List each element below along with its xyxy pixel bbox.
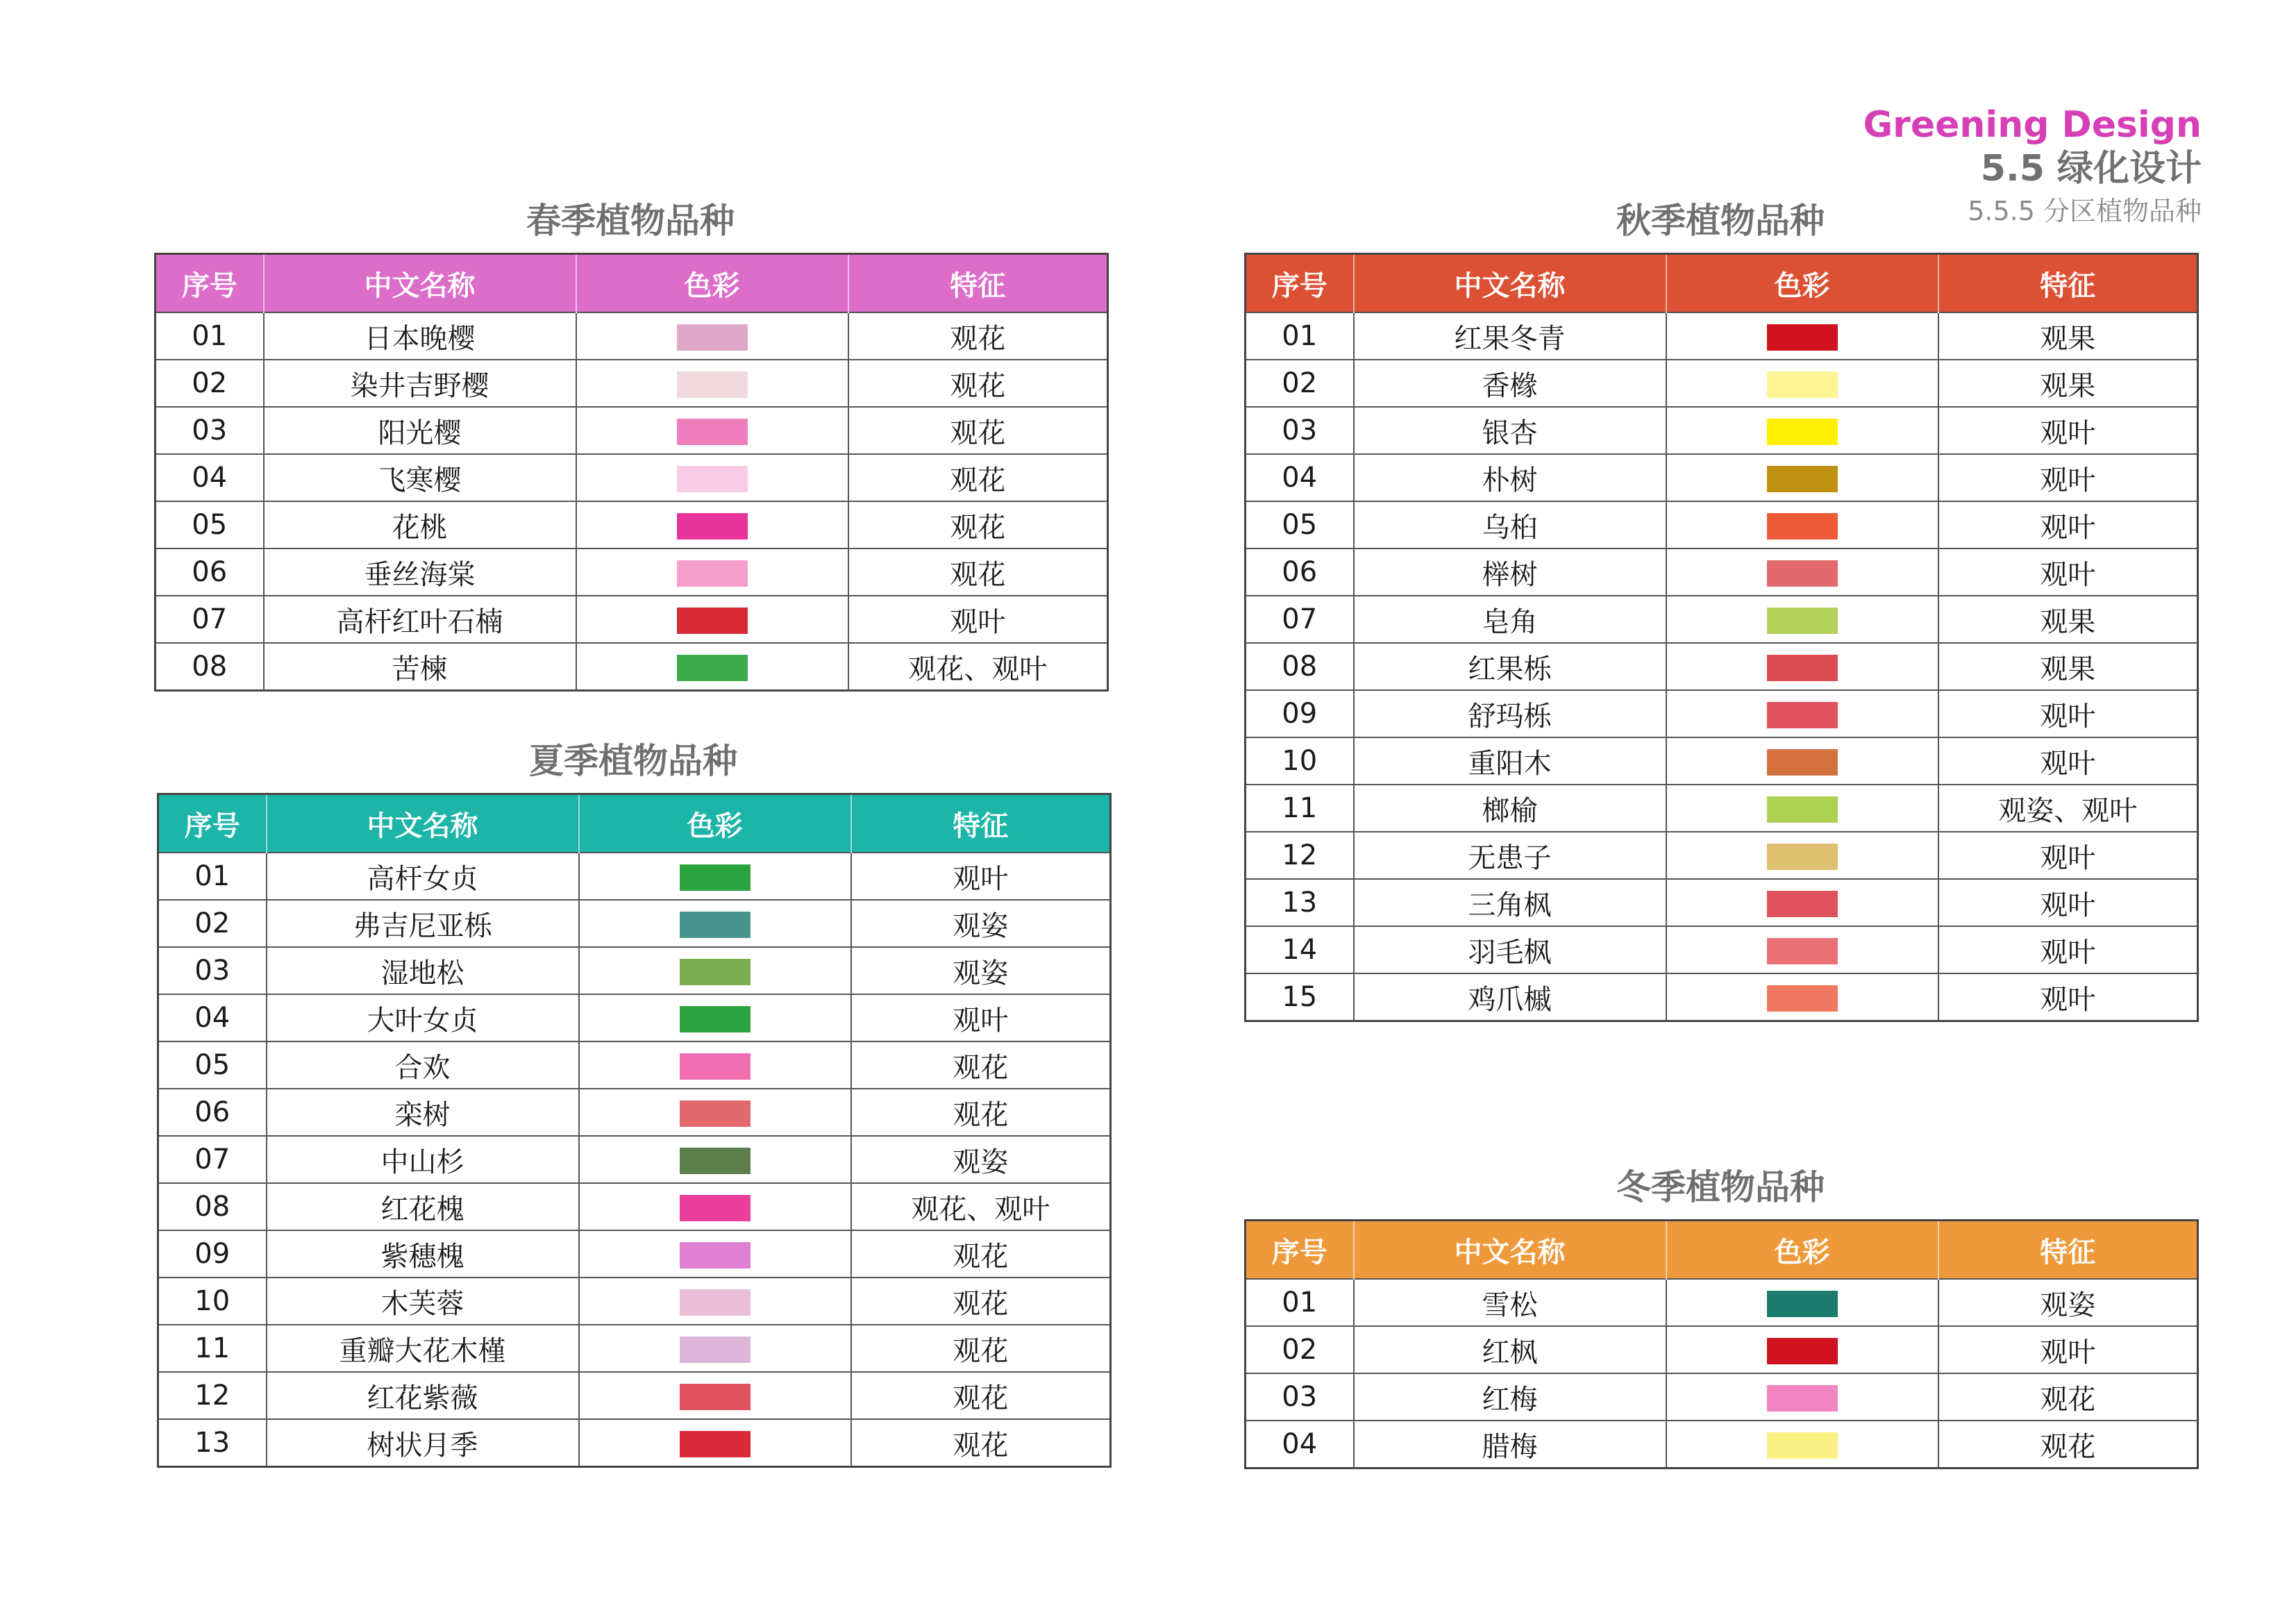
plant-name: 大叶女贞 [267, 994, 579, 1041]
plant-name: 湿地松 [267, 947, 579, 994]
plant-feature: 观叶 [1938, 879, 2198, 926]
plant-feature: 观叶 [1938, 926, 2198, 973]
color-swatch [680, 959, 751, 985]
color-cell [579, 1183, 851, 1230]
table-row [156, 454, 1108, 501]
table-row [158, 853, 1111, 900]
plant-name: 皂角 [1354, 596, 1666, 643]
color-cell [576, 596, 848, 643]
plant-feature: 观叶 [1938, 973, 2198, 1021]
row-number: 02 [1246, 1326, 1354, 1373]
color-swatch [1767, 844, 1838, 870]
plant-feature: 观花 [848, 360, 1108, 407]
color-cell [1666, 549, 1938, 596]
plant-feature: 观花 [848, 407, 1108, 454]
table-row [158, 1325, 1111, 1372]
color-swatch [1767, 513, 1838, 539]
color-swatch [1767, 796, 1838, 823]
plant-name: 红果冬青 [1354, 312, 1666, 360]
autumn-section [1244, 189, 2197, 1022]
plant-feature: 观花 [851, 1372, 1111, 1419]
table-row [1246, 1421, 2198, 1468]
plant-name: 木芙蓉 [267, 1278, 579, 1325]
plant-feature: 观花 [848, 312, 1108, 360]
color-swatch [680, 912, 751, 938]
plant-name: 高杆红叶石楠 [264, 596, 576, 643]
row-number: 03 [1246, 1373, 1354, 1421]
table-row [158, 1278, 1111, 1325]
plant-name: 乌桕 [1354, 501, 1666, 549]
table-row [158, 900, 1111, 947]
column-header: 特征 [851, 794, 1111, 853]
table-row [156, 596, 1108, 643]
row-number: 12 [1246, 832, 1354, 879]
color-swatch [1767, 891, 1838, 917]
color-swatch [1767, 1432, 1838, 1459]
color-cell [1666, 973, 1938, 1021]
plant-name: 红枫 [1354, 1326, 1666, 1373]
column-header: 特征 [1938, 254, 2198, 313]
table-row [156, 501, 1108, 549]
color-swatch [1767, 560, 1838, 587]
color-cell [579, 1230, 851, 1278]
table-row [1246, 926, 2198, 973]
table-row [1246, 785, 2198, 832]
brand-title-en: Greening Design [1863, 104, 2202, 146]
color-swatch [1767, 938, 1838, 964]
color-cell [1666, 407, 1938, 454]
plant-feature: 观姿、观叶 [1938, 785, 2198, 832]
plant-feature: 观姿 [851, 947, 1111, 994]
table-row [1246, 407, 2198, 454]
spring-section [154, 189, 1107, 692]
row-number: 01 [1246, 1279, 1354, 1326]
color-swatch [1767, 419, 1838, 445]
plant-name: 朴树 [1354, 454, 1666, 501]
plant-name: 树状月季 [267, 1419, 579, 1467]
table-header-row [1246, 1221, 2198, 1280]
plant-feature: 观花 [851, 1041, 1111, 1089]
color-cell [1666, 737, 1938, 785]
plant-name: 雪松 [1354, 1279, 1666, 1326]
row-number: 07 [158, 1136, 267, 1183]
color-cell [576, 454, 848, 501]
color-swatch [1767, 324, 1838, 351]
plant-feature: 观花 [1938, 1421, 2198, 1468]
color-cell [576, 407, 848, 454]
plant-feature: 观叶 [851, 994, 1111, 1041]
color-swatch [680, 1431, 751, 1457]
plant-feature: 观花 [851, 1230, 1111, 1278]
table-row [1246, 690, 2198, 737]
row-number: 03 [156, 407, 264, 454]
row-number: 01 [1246, 312, 1354, 360]
row-number: 05 [1246, 501, 1354, 549]
plant-name: 日本晚樱 [264, 312, 576, 360]
plant-name: 无患子 [1354, 832, 1666, 879]
plant-feature: 观花 [848, 501, 1108, 549]
plant-feature: 观花 [1938, 1373, 2198, 1421]
plant-name: 红花紫薇 [267, 1372, 579, 1419]
color-cell [1666, 596, 1938, 643]
plant-name: 栾树 [267, 1089, 579, 1136]
plant-name: 红果栎 [1354, 643, 1666, 690]
autumn-title: 秋季植物品种 [1616, 201, 1825, 241]
summer-section [157, 729, 1109, 1468]
color-swatch [677, 324, 748, 351]
row-number: 04 [1246, 1421, 1354, 1468]
color-swatch [677, 513, 748, 539]
row-number: 01 [158, 853, 267, 900]
row-number: 13 [1246, 879, 1354, 926]
row-number: 04 [1246, 454, 1354, 501]
table-row [158, 1419, 1111, 1467]
color-swatch [1767, 371, 1838, 398]
row-number: 02 [1246, 360, 1354, 407]
table-row [156, 407, 1108, 454]
row-number: 05 [158, 1041, 267, 1089]
plant-feature: 观叶 [1938, 407, 2198, 454]
table-row [1246, 360, 2198, 407]
column-header: 中文名称 [1354, 1221, 1666, 1280]
table-row [1246, 1279, 2198, 1326]
plant-feature: 观花 [851, 1325, 1111, 1372]
plant-name: 中山杉 [267, 1136, 579, 1183]
color-swatch [677, 466, 748, 492]
color-cell [1666, 832, 1938, 879]
column-header: 色彩 [1666, 1221, 1938, 1280]
plant-feature: 观叶 [851, 853, 1111, 900]
color-swatch [680, 1148, 751, 1174]
row-number: 09 [1246, 690, 1354, 737]
color-cell [579, 900, 851, 947]
plant-name: 苦楝 [264, 643, 576, 691]
table-row [156, 312, 1108, 360]
row-number: 08 [156, 643, 264, 691]
table-row [158, 1230, 1111, 1278]
plant-name: 红梅 [1354, 1373, 1666, 1421]
table-row [1246, 737, 2198, 785]
table-row [1246, 312, 2198, 360]
color-cell [1666, 1326, 1938, 1373]
row-number: 02 [158, 900, 267, 947]
row-number: 02 [156, 360, 264, 407]
color-cell [579, 947, 851, 994]
row-number: 12 [158, 1372, 267, 1419]
row-number: 13 [158, 1419, 267, 1467]
plant-name: 飞寒樱 [264, 454, 576, 501]
color-swatch [680, 1053, 751, 1080]
row-number: 06 [1246, 549, 1354, 596]
plant-feature: 观果 [1938, 360, 2198, 407]
table-row [1246, 973, 2198, 1021]
plant-name: 合欢 [267, 1041, 579, 1089]
plant-feature: 观果 [1938, 643, 2198, 690]
color-cell [1666, 690, 1938, 737]
table-row [158, 994, 1111, 1041]
color-swatch [680, 1195, 751, 1221]
plant-feature: 观姿 [851, 1136, 1111, 1183]
winter-title: 冬季植物品种 [1616, 1167, 1825, 1207]
spring-title: 春季植物品种 [526, 201, 735, 241]
column-header: 色彩 [579, 794, 851, 853]
color-cell [579, 1419, 851, 1467]
plant-feature: 观果 [1938, 596, 2198, 643]
table-row [156, 643, 1108, 691]
table-row [156, 549, 1108, 596]
spring-table [154, 253, 1109, 692]
color-cell [1666, 785, 1938, 832]
color-cell [579, 1089, 851, 1136]
plant-name: 红花槐 [267, 1183, 579, 1230]
column-header: 色彩 [576, 254, 848, 313]
color-swatch [680, 1337, 751, 1363]
winter-section [1244, 1155, 2197, 1469]
color-swatch [1767, 608, 1838, 634]
color-cell [1666, 312, 1938, 360]
plant-name: 花桃 [264, 501, 576, 549]
color-swatch [1767, 466, 1838, 492]
color-cell [1666, 879, 1938, 926]
color-cell [579, 1372, 851, 1419]
table-row [158, 1041, 1111, 1089]
brand-title-cn: 5.5 绿化设计 [1980, 148, 2202, 190]
plant-feature: 观叶 [1938, 737, 2198, 785]
row-number: 07 [156, 596, 264, 643]
table-row [156, 360, 1108, 407]
row-number: 04 [158, 994, 267, 1041]
color-swatch [1767, 655, 1838, 681]
column-header: 序号 [1246, 1221, 1354, 1280]
row-number: 05 [156, 501, 264, 549]
row-number: 10 [1246, 737, 1354, 785]
color-swatch [677, 560, 748, 587]
table-row [1246, 501, 2198, 549]
plant-name: 腊梅 [1354, 1421, 1666, 1468]
row-number: 07 [1246, 596, 1354, 643]
column-header: 特征 [1938, 1221, 2198, 1280]
plant-name: 弗吉尼亚栎 [267, 900, 579, 947]
color-cell [579, 994, 851, 1041]
plant-feature: 观叶 [1938, 454, 2198, 501]
row-number: 08 [158, 1183, 267, 1230]
column-header: 色彩 [1666, 254, 1938, 313]
color-cell [1666, 360, 1938, 407]
row-number: 11 [158, 1325, 267, 1372]
plant-feature: 观叶 [848, 596, 1108, 643]
row-number: 06 [158, 1089, 267, 1136]
table-header-row [158, 794, 1111, 853]
color-cell [576, 312, 848, 360]
plant-feature: 观叶 [1938, 690, 2198, 737]
plant-name: 榔榆 [1354, 785, 1666, 832]
color-swatch [680, 1100, 751, 1127]
column-header: 中文名称 [267, 794, 579, 853]
plant-feature: 观叶 [1938, 501, 2198, 549]
table-row [1246, 643, 2198, 690]
plant-name: 重瓣大花木槿 [267, 1325, 579, 1372]
column-header: 序号 [1246, 254, 1354, 313]
plant-name: 鸡爪槭 [1354, 973, 1666, 1021]
color-cell [576, 643, 848, 691]
table-row [158, 1372, 1111, 1419]
color-cell [576, 501, 848, 549]
table-row [158, 1136, 1111, 1183]
row-number: 03 [158, 947, 267, 994]
plant-name: 垂丝海棠 [264, 549, 576, 596]
color-cell [576, 360, 848, 407]
row-number: 01 [156, 312, 264, 360]
color-cell [579, 853, 851, 900]
color-swatch [677, 419, 748, 445]
color-swatch [680, 1242, 751, 1269]
plant-name: 紫穗槐 [267, 1230, 579, 1278]
color-swatch [1767, 1385, 1838, 1412]
row-number: 11 [1246, 785, 1354, 832]
plant-feature: 观叶 [1938, 832, 2198, 879]
table-row [158, 1183, 1111, 1230]
color-swatch [680, 1006, 751, 1032]
table-row [1246, 1326, 2198, 1373]
color-cell [1666, 1421, 1938, 1468]
plant-feature: 观花 [851, 1419, 1111, 1467]
column-header: 序号 [156, 254, 264, 313]
color-cell [1666, 501, 1938, 549]
plant-feature: 观花 [848, 454, 1108, 501]
column-header: 特征 [848, 254, 1108, 313]
color-swatch [677, 371, 748, 398]
table-header-row [156, 254, 1108, 313]
row-number: 04 [156, 454, 264, 501]
row-number: 10 [158, 1278, 267, 1325]
color-swatch [1767, 1291, 1838, 1317]
column-header: 序号 [158, 794, 267, 853]
color-cell [1666, 926, 1938, 973]
color-swatch [677, 608, 748, 634]
color-cell [1666, 643, 1938, 690]
color-cell [1666, 454, 1938, 501]
color-swatch [677, 655, 748, 681]
row-number: 15 [1246, 973, 1354, 1021]
column-header: 中文名称 [264, 254, 576, 313]
table-row [1246, 596, 2198, 643]
plant-feature: 观叶 [1938, 1326, 2198, 1373]
color-swatch [1767, 985, 1838, 1012]
color-swatch [1767, 1338, 1838, 1364]
plant-name: 羽毛枫 [1354, 926, 1666, 973]
color-swatch [680, 864, 751, 891]
autumn-table [1244, 253, 2199, 1022]
plant-feature: 观姿 [1938, 1279, 2198, 1326]
plant-name: 染井吉野樱 [264, 360, 576, 407]
plant-name: 重阳木 [1354, 737, 1666, 785]
plant-feature: 观叶 [1938, 549, 2198, 596]
plant-feature: 观果 [1938, 312, 2198, 360]
plant-feature: 观花 [848, 549, 1108, 596]
plant-name: 香橼 [1354, 360, 1666, 407]
table-row [1246, 832, 2198, 879]
table-row [158, 947, 1111, 994]
table-row [1246, 1373, 2198, 1421]
summer-table [157, 793, 1112, 1468]
row-number: 03 [1246, 407, 1354, 454]
plant-name: 银杏 [1354, 407, 1666, 454]
plant-name: 高杆女贞 [267, 853, 579, 900]
plant-feature: 观花 [851, 1278, 1111, 1325]
color-cell [579, 1325, 851, 1372]
summer-title: 夏季植物品种 [529, 741, 737, 781]
table-row [1246, 879, 2198, 926]
plant-feature: 观花 [851, 1089, 1111, 1136]
plant-name: 三角枫 [1354, 879, 1666, 926]
plant-feature: 观姿 [851, 900, 1111, 947]
color-cell [1666, 1373, 1938, 1421]
row-number: 06 [156, 549, 264, 596]
table-row [158, 1089, 1111, 1136]
color-cell [579, 1041, 851, 1089]
color-swatch [1767, 749, 1838, 776]
table-row [1246, 549, 2198, 596]
plant-name: 阳光樱 [264, 407, 576, 454]
color-cell [576, 549, 848, 596]
color-cell [1666, 1279, 1938, 1326]
color-swatch [680, 1289, 751, 1316]
column-header: 中文名称 [1354, 254, 1666, 313]
plant-name: 舒玛栎 [1354, 690, 1666, 737]
color-swatch [1767, 702, 1838, 728]
brand-subtitle: 5.5.5 分区植物品种 [1968, 196, 2202, 226]
table-header-row [1246, 254, 2198, 313]
color-cell [579, 1136, 851, 1183]
plant-feature: 观花、观叶 [848, 643, 1108, 691]
table-row [1246, 454, 2198, 501]
row-number: 14 [1246, 926, 1354, 973]
plant-name: 榉树 [1354, 549, 1666, 596]
color-swatch [680, 1384, 751, 1410]
winter-table [1244, 1219, 2199, 1469]
row-number: 08 [1246, 643, 1354, 690]
plant-feature: 观花、观叶 [851, 1183, 1111, 1230]
row-number: 09 [158, 1230, 267, 1278]
color-cell [579, 1278, 851, 1325]
